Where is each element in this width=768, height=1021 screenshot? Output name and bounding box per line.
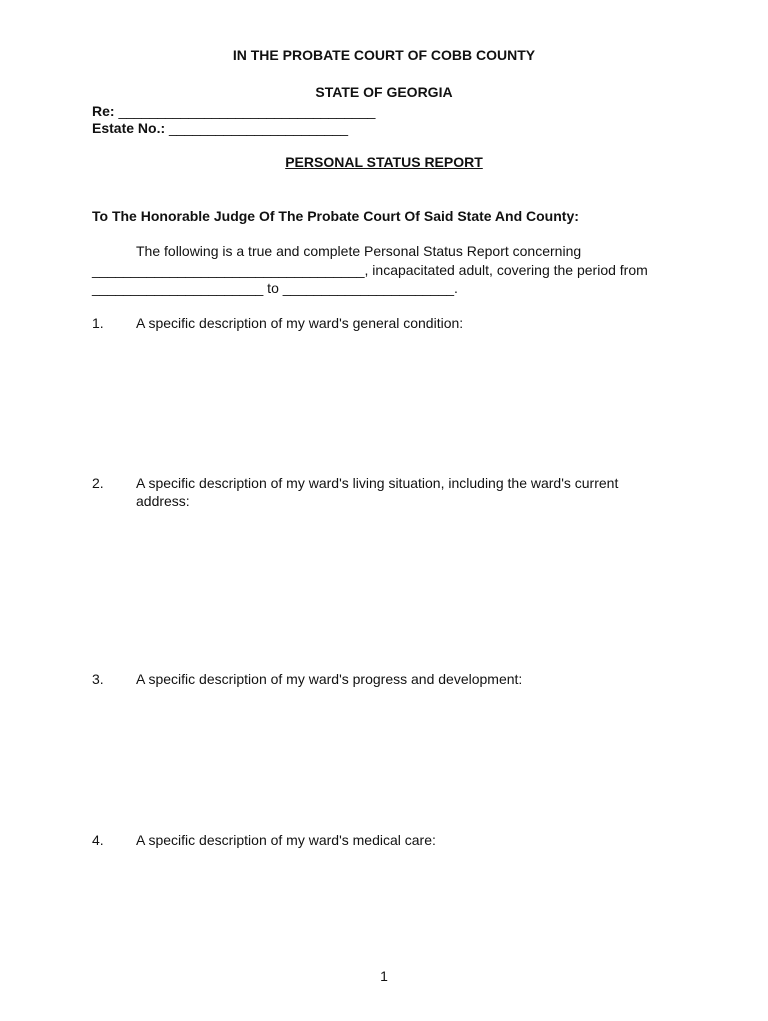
item-2-text: A specific description of my ward's living situation, including the ward's current xyxy=(136,475,619,491)
intro-line-2: ___________________________________, incapacitated adult, covering the period from xyxy=(92,262,648,278)
estate-line xyxy=(92,120,348,136)
re-label: Re: xyxy=(92,103,115,119)
report-title: PERSONAL STATUS REPORT xyxy=(285,154,483,170)
item-2-text-cont: address: xyxy=(136,493,190,509)
state-heading: STATE OF GEORGIA xyxy=(315,84,453,100)
estate-blank: _______________________ xyxy=(169,120,349,136)
page-number: 1 xyxy=(380,968,388,984)
item-2-number: 2. xyxy=(92,475,104,491)
intro-line-3: ______________________ to ______________________. xyxy=(92,280,458,296)
estate-label: Estate No.: xyxy=(92,120,166,136)
item-1-number: 1. xyxy=(92,315,104,331)
item-3-text: A specific description of my ward's progress and development: xyxy=(136,671,523,687)
court-heading: IN THE PROBATE COURT OF COBB COUNTY xyxy=(232,47,536,63)
salutation: To The Honorable Judge Of The Probate Court Of Said State And County: xyxy=(92,208,579,224)
item-4-text: A specific description of my ward's medical care: xyxy=(136,832,436,848)
item-4-number: 4. xyxy=(92,832,104,848)
re-blank: _________________________________ xyxy=(118,103,376,119)
re-line xyxy=(92,103,375,119)
item-3-number: 3. xyxy=(92,671,104,687)
item-1-text: A specific description of my ward's general condition: xyxy=(136,315,464,331)
intro-line-1: The following is a true and complete Personal Status Report concerning xyxy=(136,243,582,259)
